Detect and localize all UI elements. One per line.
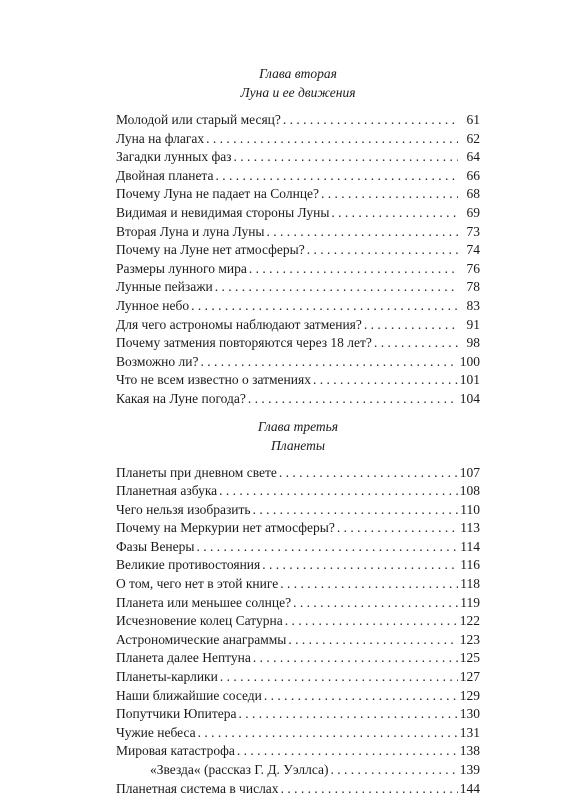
toc-entry [116, 556, 480, 575]
dot-leader [374, 334, 458, 353]
dot-leader [234, 148, 458, 167]
toc-entry-title: Великие противостояния [116, 557, 261, 573]
toc-entry [116, 278, 480, 297]
toc-entry [116, 742, 480, 761]
toc-entry-title: Лунное небо [116, 297, 190, 313]
chapter-3-label: Глава третья [257, 418, 339, 434]
toc-entry-title: Что не всем известно о затмениях [116, 372, 311, 388]
toc-entry-title: Для чего астрономы наблюдают затмения? [116, 316, 362, 332]
toc-entry-title: Планеты-карлики [116, 669, 218, 685]
toc-entry-title: Чего нельзя изобразить [116, 501, 251, 517]
dot-leader [248, 390, 458, 409]
toc-entry-page: 131 [459, 724, 480, 740]
dot-leader [196, 538, 458, 557]
toc-entry [116, 705, 480, 724]
toc-entry-page: 119 [460, 594, 480, 610]
dot-leader [239, 705, 458, 724]
toc-entry-title: Планеты при дневном свете [116, 464, 277, 480]
chapter-3-heading [116, 417, 480, 455]
toc-entry [116, 167, 480, 186]
toc-entry-page: 139 [459, 762, 480, 777]
toc-entry [116, 130, 480, 149]
toc-entry [116, 185, 480, 204]
toc-entry [116, 501, 480, 520]
dot-leader [331, 761, 458, 780]
dot-leader [219, 482, 458, 501]
toc-entry [116, 519, 480, 538]
toc-entry-page: 98 [466, 335, 480, 351]
dot-leader [220, 668, 458, 687]
dot-leader [285, 612, 458, 631]
toc-entry [116, 371, 480, 390]
toc-entry [116, 464, 480, 483]
dot-leader [264, 687, 458, 706]
toc-entry [116, 482, 480, 501]
dot-leader [191, 297, 458, 316]
toc-entry-title: Мировая катастрофа [116, 743, 235, 759]
toc-entry-page: 130 [459, 706, 480, 722]
dot-leader [253, 501, 458, 520]
toc-entry-page: 101 [459, 372, 480, 388]
toc-entry-title: Планета или меньшее солнце? [116, 594, 292, 610]
toc-entry [116, 631, 480, 650]
toc-entry-title: Лунные пейзажи [116, 279, 213, 295]
toc-entry [116, 575, 480, 594]
toc-entry-title: О том, чего нет в этой книге [116, 576, 279, 592]
toc-entry [116, 297, 480, 316]
toc-entry-page: 91 [466, 316, 480, 332]
toc-entry-title: Чужие небеса [116, 724, 196, 740]
toc-entry-title: Видимая и невидимая стороны Луны [116, 204, 330, 220]
toc-entry-title: Размеры лунного мира [116, 260, 247, 276]
toc-entry-title: Исчезновение колец Сатурна [116, 613, 283, 629]
toc-entry-page: 123 [459, 631, 480, 647]
toc-entry-page: 144 [459, 780, 480, 796]
toc-entry [116, 390, 480, 409]
toc-entry [116, 668, 480, 687]
toc-content [116, 64, 480, 798]
toc-entry-page: 100 [459, 353, 480, 369]
dot-leader [288, 631, 457, 650]
toc-entry-title: Луна на флагах [116, 130, 205, 146]
toc-entry-title: Двойная планета [116, 167, 214, 183]
toc-entry-page: 83 [466, 297, 480, 313]
dot-leader [267, 223, 458, 242]
toc-entry-title: Загадки лунных фаз [116, 149, 232, 165]
chapter-3-entries [116, 464, 480, 799]
toc-entry [116, 780, 480, 799]
dot-leader [253, 649, 458, 668]
dot-leader [237, 742, 458, 761]
toc-entry-page: 104 [459, 390, 480, 406]
dot-leader [249, 260, 458, 279]
toc-entry-title: Почему Луна не падает на Солнце? [116, 186, 320, 202]
dot-leader [262, 556, 458, 575]
toc-entry-page: 74 [466, 242, 480, 258]
dot-leader [280, 575, 458, 594]
dot-leader [216, 167, 459, 186]
dot-leader [337, 519, 458, 538]
dot-leader [215, 278, 458, 297]
toc-entry-title: «Звезда« (рассказ Г. Д. Уэллса) [150, 762, 329, 777]
toc-entry-page: 110 [460, 501, 480, 517]
dot-leader [281, 780, 458, 799]
toc-entry-page: 125 [459, 650, 480, 666]
toc-entry-sub [116, 761, 480, 780]
toc-entry [116, 241, 480, 260]
chapter-2-entries [116, 111, 480, 409]
toc-entry [116, 687, 480, 706]
dot-leader [279, 464, 458, 483]
toc-entry-title: Фазы Венеры [116, 538, 195, 554]
toc-entry [116, 353, 480, 372]
toc-entry [116, 204, 480, 223]
dot-leader [198, 724, 458, 743]
toc-entry-page: 66 [466, 167, 480, 183]
toc-entry [116, 724, 480, 743]
toc-entry-title: Какая на Луне погода? [116, 390, 246, 406]
toc-entry [116, 260, 480, 279]
toc-entry-title: Астрономические анаграммы [116, 631, 287, 647]
toc-entry [116, 316, 480, 335]
toc-entry-page: 138 [459, 743, 480, 759]
dot-leader [331, 204, 458, 223]
toc-entry-page: 116 [460, 557, 480, 573]
toc-entry-title: Почему затмения повторяются через 18 лет? [116, 335, 372, 351]
toc-entry [116, 612, 480, 631]
toc-entry [116, 223, 480, 242]
toc-entry-title: Почему на Меркурии нет атмосферы? [116, 520, 335, 536]
dot-leader [313, 371, 458, 390]
dot-leader [200, 353, 457, 372]
toc-entry [116, 538, 480, 557]
chapter-3-title: Планеты [271, 437, 325, 453]
toc-entry-page: 69 [466, 204, 480, 220]
toc-entry-title: Планетная система в числах [116, 780, 279, 796]
toc-entry-page: 78 [466, 279, 480, 295]
toc-entry-page: 107 [459, 464, 480, 480]
toc-entry-page: 122 [459, 613, 480, 629]
dot-leader [321, 185, 458, 204]
toc-entry [116, 594, 480, 613]
toc-entry-page: 64 [466, 149, 480, 165]
dot-leader [293, 594, 458, 613]
toc-entry-page: 108 [459, 483, 480, 499]
toc-entry-page: 62 [466, 130, 480, 146]
toc-entry-page: 68 [466, 186, 480, 202]
toc-entry-page: 114 [460, 538, 480, 554]
toc-entry-title: Планета далее Нептуна [116, 650, 251, 666]
toc-entry-title: Возможно ли? [116, 353, 199, 369]
toc-entry [116, 649, 480, 668]
dot-leader [307, 241, 458, 260]
section-gap [116, 409, 480, 417]
chapter-2-heading [116, 64, 480, 102]
toc-entry [116, 148, 480, 167]
chapter-2-label: Глава вторая [259, 66, 337, 81]
toc-entry-page: 61 [466, 112, 480, 127]
toc-entry [116, 334, 480, 353]
toc-entry-title: Попутчики Юпитера [116, 706, 237, 722]
toc-entry-page: 118 [460, 576, 480, 592]
toc-entry-title: Почему на Луне нет атмосферы? [116, 242, 305, 258]
toc-entry-title: Планетная азбука [116, 483, 218, 499]
chapter-2-title: Луна и ее движения [240, 85, 356, 100]
toc-entry-page: 73 [466, 223, 480, 239]
toc-entry-page: 76 [466, 260, 480, 276]
toc-entry-page: 113 [460, 520, 480, 536]
dot-leader [283, 111, 458, 130]
toc-entry-title: Наши ближайшие соседи [116, 687, 262, 703]
dot-leader [206, 130, 458, 149]
toc-entry-title: Молодой или старый месяц? [116, 112, 281, 127]
dot-leader [364, 316, 458, 335]
toc-entry-page: 129 [459, 687, 480, 703]
toc-entry-page: 127 [459, 669, 480, 685]
toc-entry-title: Вторая Луна и луна Луны [116, 223, 265, 239]
toc-entry [116, 111, 480, 130]
